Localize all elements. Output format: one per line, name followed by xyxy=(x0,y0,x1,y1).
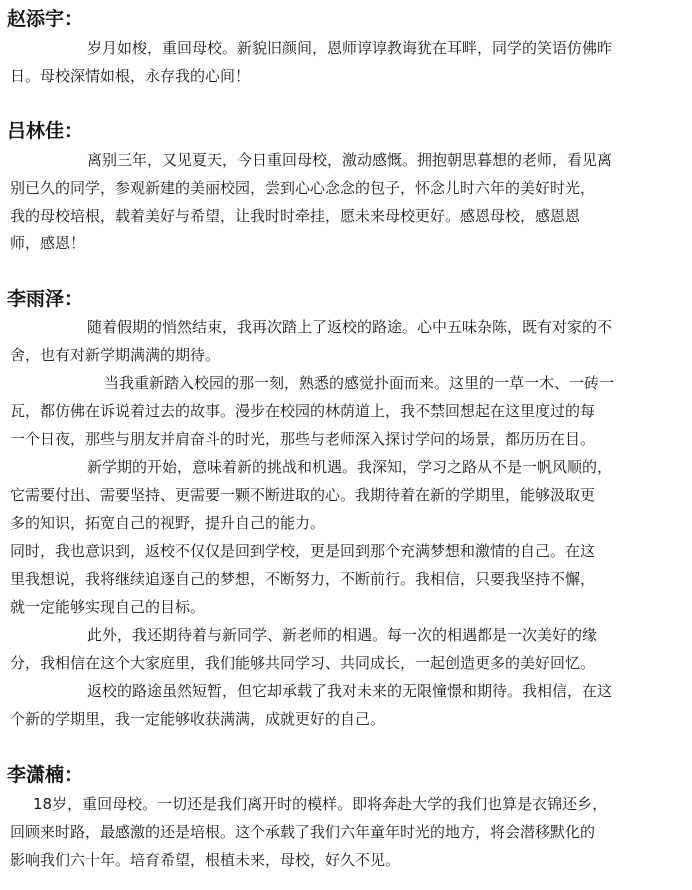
paragraph-line: 个新的学期里，我一定能够收获满满，成就更好的自己。 xyxy=(10,710,386,728)
author-name: 吕林佳： xyxy=(7,120,84,142)
paragraph-line: 舍，也有对新学期满满的期待。 xyxy=(10,346,221,364)
paragraph-line: 就一定能够实现自己的目标。 xyxy=(10,598,206,616)
author-name: 李潇楠： xyxy=(7,764,84,786)
paragraph-line: 返校的路途虽然短暂，但它却承载了我对未来的无限憧憬和期待。我相信，在这 xyxy=(87,682,613,700)
paragraph-line: 回顾来时路，最感激的还是培根。这个承载了我们六年童年时光的地方，将会潜移默化的 xyxy=(10,823,596,841)
paragraph-line: 多的知识，拓宽自己的视野，提升自己的能力。 xyxy=(10,514,326,532)
paragraph-line: 日。母校深情如根，永存我的心间！ xyxy=(10,67,251,85)
paragraph-line: 它需要付出、需要坚持、更需要一颗不断进取的心。我期待着在新的学期里，能够汲取更 xyxy=(10,486,596,504)
paragraph-line: 新学期的开始，意味着新的挑战和机遇。我深知，学习之路从不是一帆风顺的， xyxy=(87,458,613,476)
paragraph-line: 分，我相信在这个大家庭里，我们能够共同学习、共同成长，一起创造更多的美好回忆。 xyxy=(10,654,596,672)
paragraph-line: 别已久的同学，参观新建的美丽校园，尝到心心念念的包子，怀念儿时六年的美好时光， xyxy=(10,179,596,197)
paragraph-line: 此外，我还期待着与新同学、新老师的相遇。每一次的相遇都是一次美好的缘 xyxy=(87,626,598,644)
paragraph-line: 我的母校培根，载着美好与希望，让我时时牵挂，愿未来母校更好。感恩母校，感恩恩 xyxy=(10,207,581,225)
paragraph-line: 师，感恩！ xyxy=(10,234,86,252)
author-name: 赵添宇： xyxy=(7,8,84,30)
paragraph-line: 离别三年，又见夏天，今日重回母校，激动感慨。拥抱朝思暮想的老师，看见离 xyxy=(87,151,613,169)
paragraph-line: 瓦，都仿佛在诉说着过去的故事。漫步在校园的林荫道上，我不禁回想起在这里度过的每 xyxy=(10,402,596,420)
paragraph-line: 18岁，重回母校。一切还是我们离开时的模样。即将奔赴大学的我们也算是衣锦还乡， xyxy=(33,795,608,813)
paragraph-line: 影响我们六十年。培育希望，根植未来，母校，好久不见。 xyxy=(10,851,401,869)
paragraph-line: 里我想说，我将继续追逐自己的梦想，不断努力，不断前行。我相信，只要我坚持不懈， xyxy=(10,570,596,588)
author-name: 李雨泽： xyxy=(7,288,84,310)
paragraph-line: 随着假期的悄然结束，我再次踏上了返校的路途。心中五味杂陈，既有对家的不 xyxy=(87,318,613,336)
paragraph-line: 同时，我也意识到，返校不仅仅是回到学校，更是回到那个充满梦想和激情的自己。在这 xyxy=(10,542,596,560)
paragraph-line: 当我重新踏入校园的那一刻，熟悉的感觉扑面而来。这里的一草一木、一砖一 xyxy=(104,374,615,392)
paragraph-line: 岁月如梭，重回母校。新貌旧颜间，恩师谆谆教诲犹在耳畔，同学的笑语仿佛昨 xyxy=(87,39,613,57)
paragraph-line: 一个日夜，那些与朋友并肩奋斗的时光，那些与老师深入探讨学问的场景，都历历在目。 xyxy=(10,430,596,448)
